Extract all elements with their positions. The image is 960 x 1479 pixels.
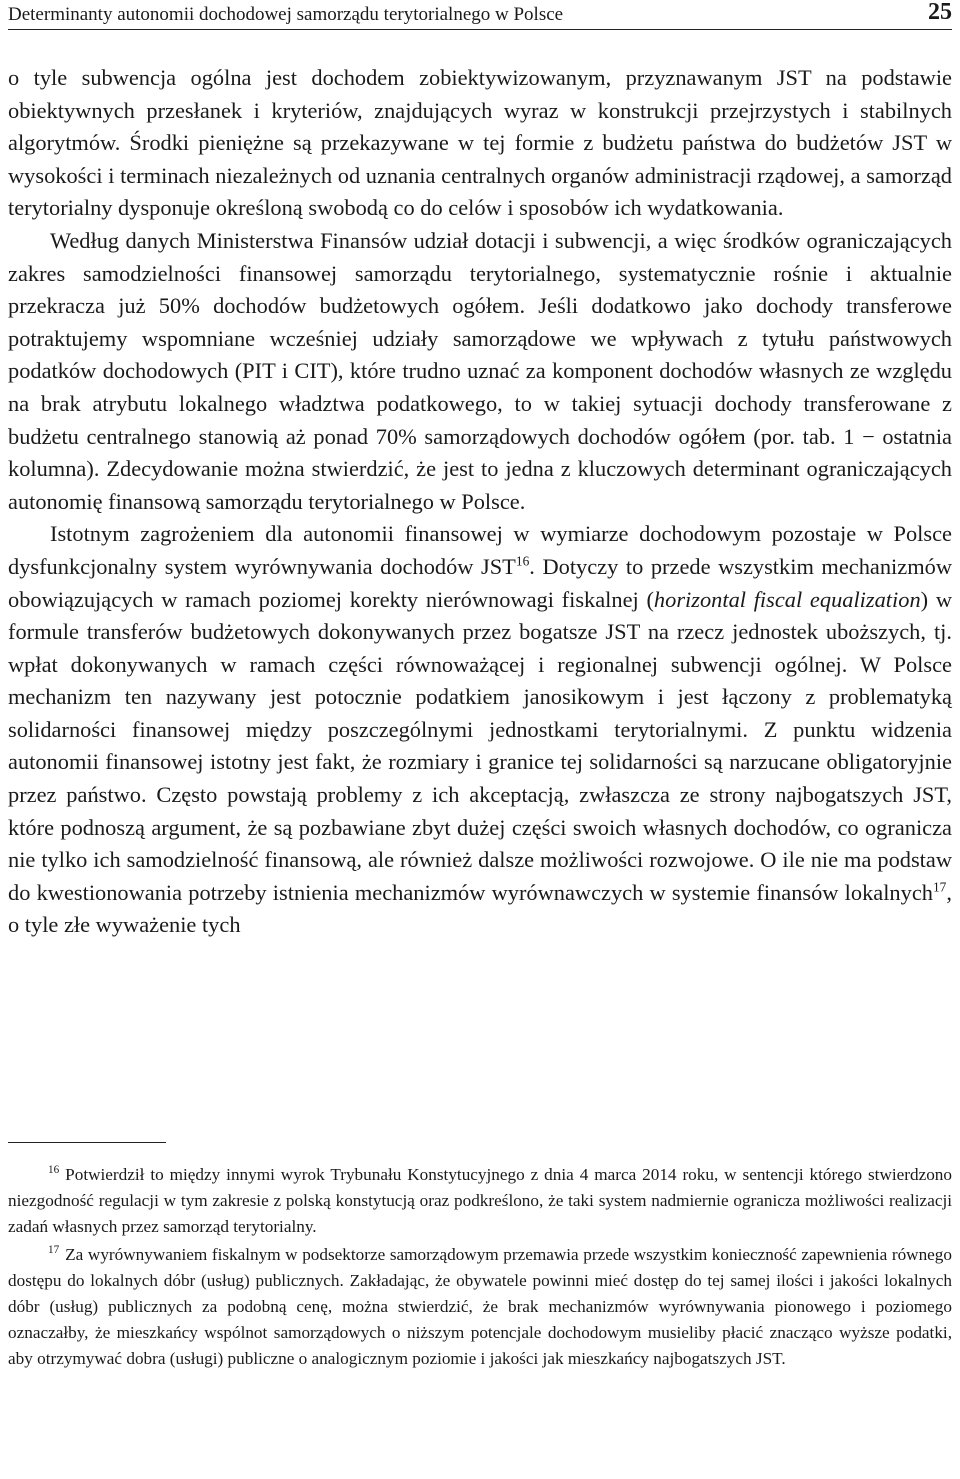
body-text (8, 62, 952, 942)
paragraph-2: Według danych Ministerstwa Finansów udział dotacji i subwencji, a więc środków ograniczających zakres samodzielności finansowej samorządu terytorialnego, systematycznie rośnie i aktualnie przekracza już 50% dochodów budżetowych ogółem. Jeśli dodatkowo jako dochody transferowe potraktujemy wspomniane wcześniej udziały samorządowe we wpływach z tytułu państwowych podatków dochodowych (PIT i CIT), które trudno uznać za komponent dochodów własnych ze względu na brak atrybutu lokalnego władztwa podatkowego, to w takiej sytuacji dochody transferowane z budżetu centralnego stanowią aż ponad 70% samorządowych dochodów ogółem (por. tab. 1 − ostatnia kolumna). Zdecydowanie można stwierdzić, że jest to jedna z kluczowych determinant ograniczających autonomię finansową samorządu terytorialnego w Polsce. (8, 227, 952, 514)
footnote-text: Za wyrównywaniem fiskalnym w podsektorze samorządowym przemawia przede wszystkim konieczność zapewnienia równego dostępu do lokalnych dóbr (usług) publicznych. Zakładając, że obywatele powinni mieć dostęp do tej samej ilości i jakości lokalnych dóbr (usług) publicznych za podobną cenę, można stwierdzić, że brak mechanizmów wyrównywania pionowego i poziomego oznaczałby, że mieszkańcy wspólnot samorządowych o niższym potencjale dochodowym musieliby płacić znacząco wyższe podatki, aby otrzymywać dobra (usługi) publiczne o analogicznym poziomie i jakości jak mieszkańcy najbogatszych JST. (8, 1245, 952, 1368)
paragraph-3-text-a: Istotnym zagrożeniem dla autonomii finansowej w wymiarze dochodowym pozostaje w Polsce dysfunkcjonalny system wyrównywania dochodów JST (8, 521, 952, 579)
page-number: 25 (928, 0, 952, 25)
running-header (8, 0, 952, 30)
footnotes (8, 1162, 952, 1374)
footnote-16 (8, 1162, 952, 1240)
footnote-number: 16 (48, 1164, 60, 1177)
paragraph-3 (8, 518, 952, 942)
paragraph-1: o tyle subwencja ogólna jest dochodem zobiektywizowanym, przyznawanym JST na podstawie obiektywnych przesłanek i kryteriów, znajdujących wyraz w konstrukcji przejrzystych i stabilnych algorytmów. Środki pieniężne są przekazywane w tej formie z budżetu państwa do budżetów JST w wysokości i terminach niezależnych od uznania centralnych organów administracji rządowej, a samorząd terytorialny dysponuje określoną swobodą co do celów i sposobów ich wydatkowania. (8, 65, 952, 221)
paragraph-3-italic-term: horizontal fiscal equalization (653, 586, 921, 612)
running-title: Determinanty autonomii dochodowej samorządu terytorialnego w Polsce (8, 4, 564, 25)
footnote-separator (8, 1142, 166, 1143)
paragraph-3-text-c: ) w formule transferów budżetowych dokonywanych przez bogatsze JST na rzecz jednostek uboższych, tj. wpłat dokonywanych w ramach części równoważącej i regionalnej subwencji ogólnej. W Polsce mechanizm ten nazywany jest potocznie podatkiem janosikowym i jest łączony z problematyką solidarności finansowej między poszczególnymi jednostkami terytorialnymi. Z punktu widzenia autonomii finansowej istotny jest fakt, że rozmiary i granice tej solidarności są narzucane obligatoryjnie przez państwo. Często powstają problemy z ich akceptacją, zwłaszcza ze strony najbogatszych JST, które podnoszą argument, że są pozbawiane zbyt dużej części swoich własnych dochodów, co ogranicza nie tylko ich samodzielność finansową, ale również dalsze możliwości rozwojowe. O ile nie ma podstaw do kwestionowania potrzeby istnienia mechanizmów wyrównawczych w systemie finansów lokalnych (8, 586, 952, 905)
footnote-number: 17 (48, 1244, 60, 1257)
paragraph-3-text-d: , o tyle złe wyważenie tych (8, 879, 952, 938)
footnote-17 (8, 1242, 952, 1372)
footnote-ref-17[interactable]: 17 (932, 879, 947, 895)
footnote-ref-16[interactable]: 16 (515, 553, 530, 569)
paragraph-3-text-b: . Dotyczy to przede wszystkim mechanizmów obowiązujących w ramach poziomej korekty nierównowagi fiskalnej ( (8, 553, 952, 612)
footnote-text: Potwierdził to między innymi wyrok Trybunału Konstytucyjnego z dnia 4 marca 2014 roku, w sentencji którego stwierdzono niezgodność regulacji w tym zakresie z polską konstytucją oraz podkreślono, że taki system nadmiernie ogranicza możliwości realizacji zadań własnych przez samorząd terytorialny. (8, 1165, 952, 1236)
